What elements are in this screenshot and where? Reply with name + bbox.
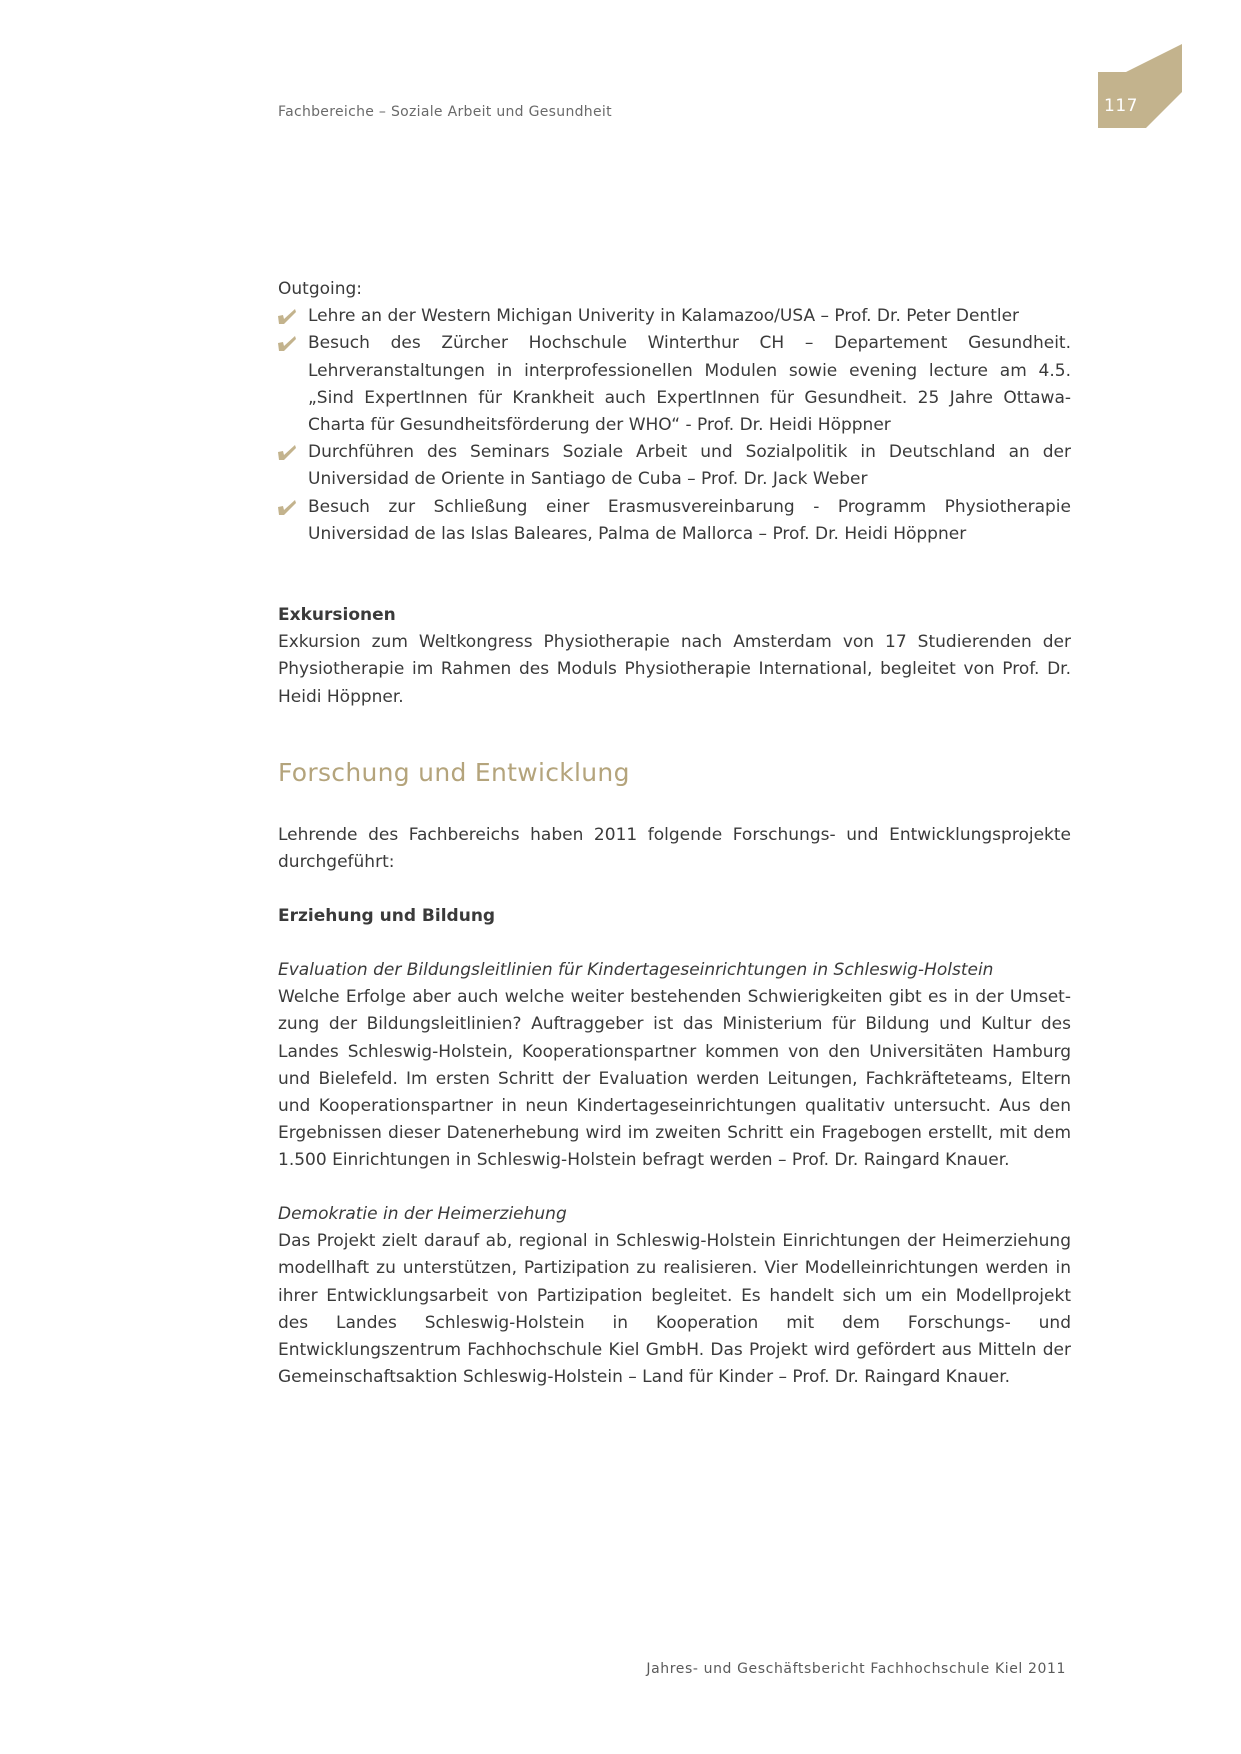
project-text: Das Projekt zielt darauf ab, regional in Schleswig-Holstein Einrichtungen der Heimerziehung modellhaft zu unterstützen, Partizipation zu realisieren. Vier Modelleinrichtungen werden in ihrer Entwicklungsarbeit von Partizipation begleitet. Es handelt sich um ein Modellprojekt des Landes Schleswig-Holstein in Kooperation mit dem Forschungs- und Entwicklungszentrum Fachhochschule Kiel GmbH. Das Projekt wird gefördert aus Mitteln der Gemeinschaftsaktion Schleswig-Holstein – Land für Kinder – Prof. Dr. Raingard Knauer. xyxy=(278,1231,1071,1388)
outgoing-label: Outgoing: xyxy=(278,279,363,299)
outgoing-item-text: Besuch des Zürcher Hochschule Winterthur CH – Departement Gesundheit. Lehrveranstaltungen in interprofessionellen Modulen sowie evening lecture am 4.5. „Sind ExpertInnen für Krankheit auch ExpertInnen für Gesundheit. 25 Jahre Ottawa-Charta für Gesundheitsförderung der WHO“ - Prof. Dr. Heidi Höppner xyxy=(308,333,1071,436)
outgoing-item-text: Besuch zur Schließung einer Erasmusvereinbarung - Programm Physiotherapie Universidad de las Islas Baleares, Palma de Mallorca – Prof. Dr. Heidi Höppner xyxy=(308,496,1071,544)
running-footer: Jahres- und Geschäftsbericht Fachhochschule Kiel 2011 xyxy=(646,1661,1066,1677)
forschung-intro xyxy=(278,822,1071,876)
outgoing-section xyxy=(278,276,1071,548)
exkursionen-heading: Exkursionen xyxy=(278,605,396,625)
running-header: Fachbereiche – Soziale Arbeit und Gesundheit xyxy=(278,104,612,120)
exkursionen-section xyxy=(278,602,1071,711)
project-evaluation xyxy=(278,957,1071,1175)
list-item xyxy=(278,439,1071,493)
exkursionen-text: Exkursion zum Weltkongress Physiotherapie nach Amsterdam von 17 Studierenden der Physiotherapie im Rahmen des Moduls Physiotherapie International, begleitet von Prof. Dr. Heidi Höppner. xyxy=(278,632,1071,707)
checkmark-bullet-icon xyxy=(278,445,296,460)
erziehung-heading: Erziehung und Bildung xyxy=(278,906,496,926)
project-title: Demokratie in der Heimerziehung xyxy=(278,1204,567,1224)
outgoing-item-text: Durchführen des Seminars Soziale Arbeit und Sozialpolitik in Deutschland an der Universidad de Oriente in Santiago de Cuba – Prof. Dr. Jack Weber xyxy=(308,442,1071,490)
list-item xyxy=(278,330,1071,439)
erziehung-section xyxy=(278,903,1071,930)
list-item xyxy=(278,303,1071,330)
outgoing-item-text: Lehre an der Western Michigan Univerity in Kalamazoo/USA – Prof. Dr. Peter Dentler xyxy=(308,306,1020,327)
page-number: 117 xyxy=(1104,96,1138,116)
checkmark-bullet-icon xyxy=(278,500,296,515)
forschung-intro-text: Lehrende des Fachbereichs haben 2011 folgende Forschungs- und Entwicklungsprojekte durchgeführt: xyxy=(278,825,1071,873)
section-heading-forschung: Forschung und Entwicklung xyxy=(278,758,630,787)
project-demokratie xyxy=(278,1201,1071,1391)
project-text: Welche Erfolge aber auch welche weiter bestehenden Schwierigkeiten gibt es in der Umsetzung der Bildungsleitlinien? Auftraggeber ist das Ministerium für Bildung und Kultur des Landes Schleswig-Holstein, Kooperationspartner kommen von den Universitäten Hamburg und Bielefeld. Im ersten Schritt der Evaluation werden Leitungen, Fachkräfteteams, Eltern und Kooperationspartner in neun Kindertageseinrichtungen qualitativ untersucht. Aus den Ergebnissen dieser Datenerhebung wird im zweiten Schritt ein Fragebogen erstellt, mit dem 1.500 Einrichtungen in Schleswig-Holstein befragt werden – Prof. Dr. Raingard Knauer. xyxy=(278,987,1071,1171)
project-title: Evaluation der Bildungsleitlinien für Kindertageseinrichtungen in Schleswig-Holstein xyxy=(278,960,994,980)
outgoing-list xyxy=(278,303,1071,548)
list-item xyxy=(278,494,1071,548)
checkmark-bullet-icon xyxy=(278,336,296,351)
checkmark-bullet-icon xyxy=(278,309,296,324)
